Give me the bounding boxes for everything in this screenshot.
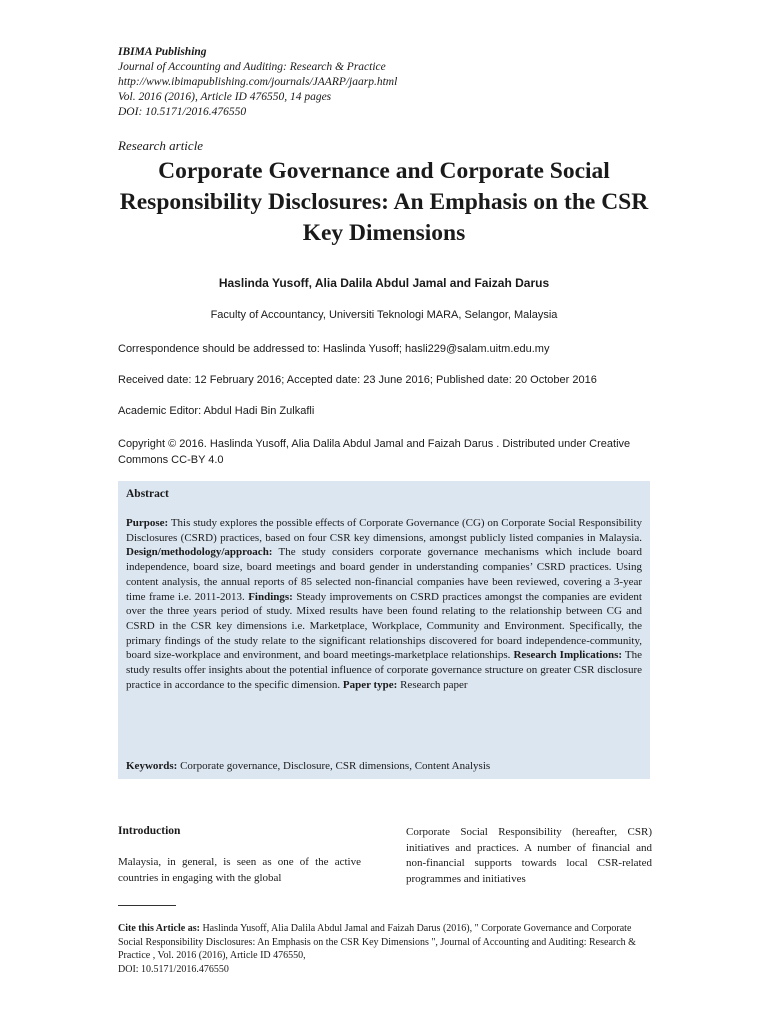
journal-header	[118, 45, 397, 120]
abstract-text	[126, 516, 642, 692]
publisher-name: IBIMA Publishing	[118, 46, 207, 58]
abstract-heading: Abstract	[126, 488, 169, 500]
introduction-heading: Introduction	[118, 825, 181, 837]
doi: DOI: 10.5171/2016.476550	[118, 106, 247, 118]
keywords-label: Keywords:	[126, 760, 178, 772]
citation-text: Haslinda Yusoff, Alia Dalila Abdul Jamal and Faizah Darus (2016), " Corporate Governance and Corporate Social Responsibility Disclosures: An Emphasis on the CSR Key Dimensions ", Journal of Accounting and Auditing: Research & Practice , Vol. 2016 (2016), Article ID 476550,	[118, 923, 636, 961]
introduction-left-column: Malaysia, in general, is seen as one of the active countries in engaging with the global	[118, 856, 361, 884]
purpose-text: This study explores the possible effects of Corporate Governance (CG) on Corporate Social Responsibility Disclosures (CSRD) practices, based on four CSR key dimensions, amongst publicly listed companies in Malaysia.	[126, 517, 642, 544]
design-text: The study considers corporate governance mechanisms which include board independence, board size, board meetings and board gender in understanding companies’ CSRD practices. Using content analysis, the annual reports of 85 selected non-financial companies have been reviewed, covering a 3-year time frame i.e. 2011-2013.	[126, 546, 642, 603]
findings-label: Findings:	[248, 590, 293, 603]
journal-url[interactable]: http://www.ibimapublishing.com/journals/JAARP/jaarp.html	[118, 76, 398, 88]
academic-editor: Academic Editor: Abdul Hadi Bin Zulkafli	[118, 405, 315, 417]
citation	[118, 922, 653, 976]
footnote-divider	[118, 905, 176, 906]
abstract-box	[118, 481, 650, 779]
article-type: Research article	[118, 138, 204, 153]
authors: Haslinda Yusoff, Alia Dalila Abdul Jamal and Faizah Darus	[218, 276, 550, 290]
purpose-label: Purpose:	[126, 517, 169, 529]
paper-type-label: Paper type:	[342, 678, 398, 691]
copyright: Copyright © 2016. Haslinda Yusoff, Alia Dalila Abdul Jamal and Faizah Darus . Distributed under Creative Commons CC-BY 4.0	[118, 438, 631, 466]
affiliation: Faculty of Accountancy, Universiti Teknologi MARA, Selangor, Malaysia	[210, 309, 558, 321]
design-label: Design/methodology/approach:	[126, 546, 273, 559]
correspondence: Correspondence should be addressed to: Haslinda Yusoff; hasli229@salam.uitm.edu.my	[118, 343, 550, 355]
keywords	[126, 760, 642, 772]
introduction-right-column: Corporate Social Responsibility (hereafter, CSR) initiatives and practices. A number of financial and non-financial supports towards local CSR-related programmes and initiatives	[406, 826, 652, 885]
paper-title: Corporate Governance and Corporate Social Responsibility Disclosures: An Emphasis on the CSR Key Dimensions	[119, 158, 649, 246]
journal-name: Journal of Accounting and Auditing: Research & Practice	[118, 61, 386, 73]
implications-text: The study results offer insights about the potential influence of corporate governance structure on greater CSR disclosure practice in accordance to the specific dimension.	[126, 649, 643, 691]
paper-type-text: Research paper	[397, 678, 468, 691]
keywords-text: Corporate governance, Disclosure, CSR dimensions, Content Analysis	[177, 760, 491, 772]
citation-label: Cite this Article as:	[118, 923, 200, 934]
findings-text: Steady improvements on CSRD practices amongst the companies are evident over the three years period of study. Mixed results have been found relating to the relationship between CG and CSRD in the CSR key dimensions i.e. Marketplace, Workplace, Community and Environment. Specifically, the primary findings of the study relate to the significant relationships discovered for board independence-community, board size-workplace and environment, and board meetings-marketplace relationships.	[126, 590, 642, 662]
implications-label: Research Implications:	[513, 649, 623, 662]
dates: Received date: 12 February 2016; Accepted date: 23 June 2016; Published date: 20 October 2016	[118, 374, 597, 386]
volume-info: Vol. 2016 (2016), Article ID 476550, 14 pages	[118, 91, 332, 103]
citation-doi: DOI: 10.5171/2016.476550	[118, 963, 229, 975]
